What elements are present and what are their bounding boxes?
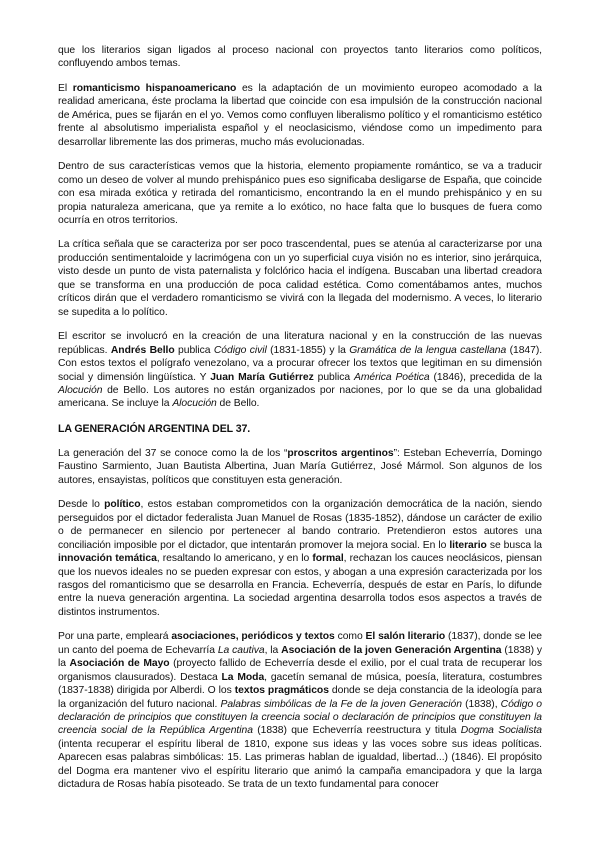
text-run: publica	[174, 344, 214, 356]
bold-text: Asociación de la joven Generación Argentina	[281, 644, 502, 656]
bold-text: El salón literario	[365, 631, 446, 643]
bold-text: Juan María Gutiérrez	[210, 371, 314, 383]
text-run: (1838) y la	[58, 644, 542, 670]
text-run: de Bello. Los autores no están organizados por naciones, por lo que se da una globalidad americana. Se incluye la	[58, 384, 542, 410]
text-run: se busca la	[486, 539, 542, 551]
text-run: (1838),	[461, 698, 501, 710]
bold-text: proscritos argentinos	[287, 447, 394, 459]
text-run: publica	[313, 371, 354, 383]
text-run: , estos estaban comprometidos con la organización democrática de la nación, siendo perseguidos por el dictador federalista Juan Manuel de Rosas (1835-1852), dándose un carácter de exilio o de permanecer en silencio por pertenecer al bando contrario. Pretendieron estos autores una conciliación imposible por el dictador, que intentarán promover la mejora social. En lo	[58, 499, 543, 551]
italic-text: Alocución	[58, 384, 103, 396]
paragraph	[58, 44, 542, 71]
bold-text: formal	[312, 553, 344, 565]
italic-text: Gramática de la lengua castellana	[349, 344, 507, 356]
text-run: , rechazan los cauces neoclásicos, piensan que los nuevos ideales no se pueden expresar con estos, y abogan a una expresión caracterizada por los rasgos del romanticismo que se desarrolla en Francia. Echeverría, después de estar en París, lo difunde entre la nueva generación argentina. La sociedad argentina desarrolla todos esos aspectos a través de distintos instrumentos.	[58, 553, 542, 618]
text-run: Desde lo	[58, 499, 105, 511]
text-run: como	[334, 631, 366, 643]
text-run: , gacetín semanal de música, poesía, literatura, costumbres (1837-1838) dirigida por Alberdi. O los	[58, 671, 542, 697]
text-run: (intenta recuperar el espíritu liberal de 1810, expone sus ideas y las voces sobre sus ideas políticas. Aparecen esas palabras simbólicas: 15. Las primeras hablan de igualdad, libertad...) (1846). El propósito del Dogma era mantener vivo el espíritu literario que animó la campaña emancipadora y que la larga dictadura de Rosas había pisoteado. Se trata de un texto fundamental para conocer	[58, 738, 542, 791]
bold-text: textos pragmáticos	[234, 685, 329, 697]
text-run: , la	[264, 644, 282, 656]
italic-text: Alocución	[172, 398, 217, 410]
bold-text: literario	[449, 539, 487, 551]
document-body	[58, 44, 542, 803]
italic-text: Código o declaración de principios que constituyen la creencia social o declaración de principios que constituyen la creencia social de la República Argentina	[58, 698, 542, 737]
italic-text: Código civil	[213, 344, 267, 356]
text-run: El escritor se involucró en la creación de una literatura nacional y en la construcción de las nuevas repúblicas.	[58, 331, 542, 356]
text-run: El	[58, 82, 73, 94]
paragraph	[58, 447, 542, 487]
text-run: , resaltando lo americano, y en lo	[156, 553, 313, 565]
bold-text: La Moda	[221, 671, 265, 683]
paragraph	[58, 238, 542, 319]
text-run: La generación del 37 se conoce como la de los “	[58, 447, 288, 459]
text-run: ”: Esteban Echeverría, Domingo Faustino Sarmiento, Juan Bautista Albertina, Juan María Gutiérrez, José Mármol. Son algunos de los autores, ensayistas, políticos que constituyen esta generación.	[58, 447, 542, 486]
text-run: Por una parte, empleará	[58, 631, 172, 643]
text-run: es la adaptación de un movimiento europeo acomodado a la realidad americana, éste proclama la libertad que coincide con esa impulsión de la construcción nacional de América, pues se fijarán en el yo. Vemos como confluyen liberalismo político y el romanticismo estético frente al absolutismo imperialista español y el neoclasicismo, viéndose como un impedimento para desarrollar libremente las dos primeras, mucho más evolucionadas.	[58, 82, 542, 148]
paragraph	[58, 160, 542, 227]
bold-text: político	[104, 499, 141, 511]
text-run: que los literarios sigan ligados al proceso nacional con proyectos tanto literarios como políticos, confluyendo ambos temas.	[58, 45, 542, 70]
paragraph	[58, 630, 542, 791]
bold-text: romanticismo hispanoamericano	[72, 82, 237, 94]
bold-text: Asociación de Mayo	[69, 658, 170, 670]
text-run: donde se deja constancia de la ideología para la organización del futuro nacional.	[58, 685, 542, 710]
italic-text: Palabras simbólicas de la Fe de la joven Generación	[220, 698, 462, 710]
italic-text: La cautiva	[217, 644, 265, 656]
bold-text: asociaciones, periódicos y textos	[171, 631, 335, 643]
text-run: La crítica señala que se caracteriza por ser poco trascendental, pues se atenúa al caracterizarse por una producción sentimentaloide y lacrimógena con un yo superficial cuya visión no es interior, sino jerárquica, visto desde un punto de vista paternalista y folclórico hacia el indígena. Buscaban una libertad creadora que se transforma en una producción de poca calidad estética. Como comentábamos antes, muchos críticos dirán que el verdadero romanticismo se vivirá con la llegada del modernismo. A veces, lo literario se supedita a lo político.	[58, 239, 542, 318]
paragraph	[58, 498, 542, 619]
paragraph	[58, 82, 542, 149]
text-run: (1846), precedida de la	[429, 371, 543, 383]
text-run: (1838) que Echeverría reestructura y titula	[252, 725, 461, 737]
section-heading: LA GENERACIÓN ARGENTINA DEL 37.	[58, 422, 251, 435]
text-run: de Bello.	[216, 398, 260, 410]
text-run: (proyecto fallido de Echeverría desde el exilio, por el cual trata de recuperar los organismos clausurados). Destaca	[58, 658, 542, 683]
italic-text: Dogma Socialista	[460, 725, 542, 737]
text-run: (1847). Con estos textos el polígrafo venezolano, va a procurar ofrecer los textos que legitiman en su dimensión social y dimensión lingüística. Y	[58, 344, 543, 383]
paragraph	[58, 330, 542, 411]
bold-text: innovación temática	[58, 553, 157, 565]
bold-text: Andrés Bello	[110, 344, 175, 356]
text-run: Dentro de sus características vemos que la historia, elemento propiamente romántico, se va a traducir como un deseo de volver al mundo prehispánico pues eso significaba desligarse de España, que coincide con esa mirada exótica y retirada del romanticismo, encontrando la en el mundo prehispánico y en su propia naturaleza americana, que ya remite a lo exótico, no hace falta que lo busques de fuera como ocurría en otros territorios.	[58, 161, 542, 226]
italic-text: América Poética	[353, 371, 430, 383]
text-run: (1837), donde se lee un canto del poema de Echevarría	[58, 631, 542, 656]
text-run: (1831-1855) y la	[266, 344, 350, 356]
